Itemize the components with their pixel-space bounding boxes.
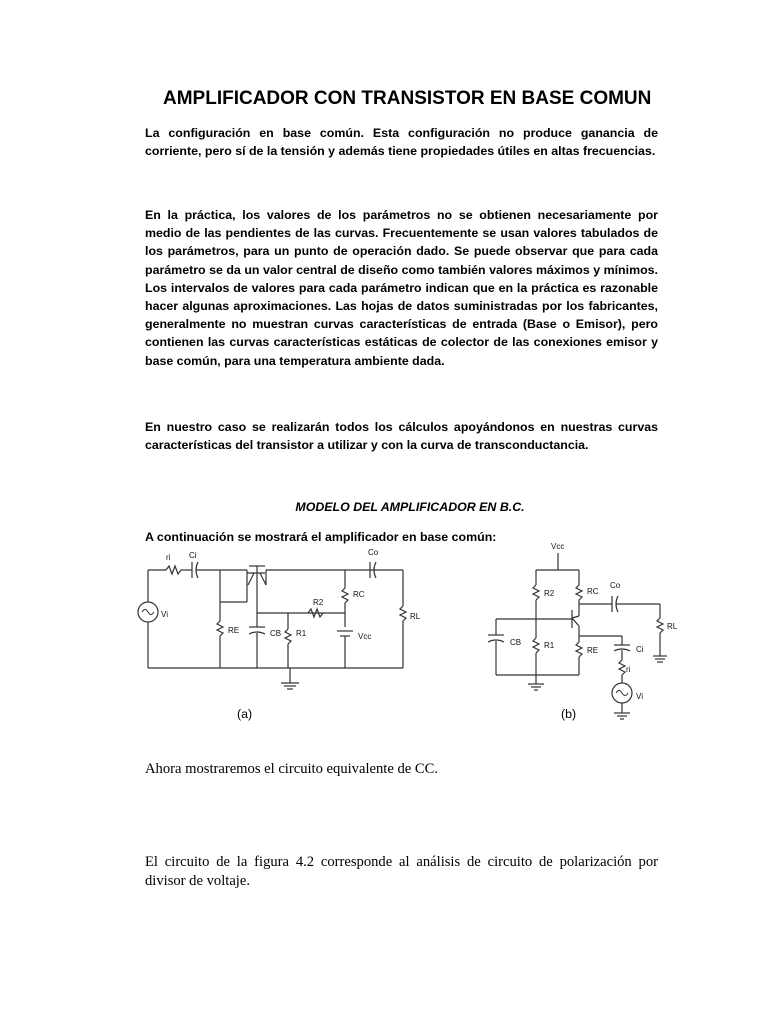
paragraph-cc-equivalent: Ahora mostraremos el circuito equivalente de CC. [145, 761, 439, 777]
label-vi-b: Vi [636, 692, 643, 701]
label-re-a: RE [228, 626, 240, 635]
caption-a: (a) [237, 707, 253, 721]
label-ci-b: Ci [636, 645, 644, 654]
label-co-a: Co [368, 548, 379, 557]
label-ri-a: ri [166, 553, 171, 562]
paragraph-calculations: En nuestro caso se realizarán todos los cálculos apoyándonos en nuestras curvas características del transistor a utilizar y con la curva de transconductancia. [145, 420, 658, 453]
circuit-diagram-b [480, 538, 690, 723]
page-title: AMPLIFICADOR CON TRANSISTOR EN BASE COMUN [163, 88, 652, 109]
paragraph-polarization: El circuito de la figura 4.2 corresponde al análisis de circuito de polarización por divisor de voltaje. [145, 854, 658, 889]
caption-b: (b) [561, 707, 577, 721]
label-co-b: Co [610, 581, 621, 590]
label-rl-b: RL [667, 622, 678, 631]
label-rl-a: RL [410, 612, 420, 621]
label-r1-b: R1 [544, 641, 555, 650]
label-r1-a: R1 [296, 629, 307, 638]
label-re-b: RE [587, 646, 599, 655]
circuit-diagram-a [130, 545, 420, 690]
label-cb-b: CB [510, 638, 522, 647]
label-cb-a: CB [270, 629, 282, 638]
label-vcc-a: Vcc [358, 632, 372, 641]
figure-intro: A continuación se mostrará el amplificador en base común: [145, 530, 497, 544]
label-vi-a: Vi [161, 610, 168, 619]
paragraph-parameters: En la práctica, los valores de los parámetros no se obtienen necesariamente por medio de las pendientes de las curvas. Frecuentemente se usan valores tabulados de los parámetros, para un punto de operación dado. Se puede observar que para cada parámetro se da un valor central de diseño como también valores máximos y mínimos. Los intervalos de valores para cada parámetro indican que en la práctica es razonable hacer algunas aproximaciones. Las hojas de datos suministradas por los fabricantes, generalmente no muestran curvas características de entrada (Base o Emisor), pero contienen las curvas características estáticas de colector de las conexiones emisor y base común, para una temperatura ambiente dada. [145, 208, 658, 368]
label-ci-a: Ci [189, 551, 197, 560]
section-subtitle: MODELO DEL AMPLIFICADOR EN B.C. [295, 500, 525, 514]
label-ri-b: ri [626, 665, 631, 674]
label-rc-a: RC [353, 590, 365, 599]
label-r2-b: R2 [544, 589, 555, 598]
label-vcc-b: Vcc [551, 542, 565, 551]
paragraph-intro: La configuración en base común. Esta configuración no produce ganancia de corriente, pero sí de la tensión y además tiene propiedades útiles en altas frecuencias. [145, 126, 658, 159]
label-r2-a: R2 [313, 598, 324, 607]
label-rc-b: RC [587, 587, 599, 596]
